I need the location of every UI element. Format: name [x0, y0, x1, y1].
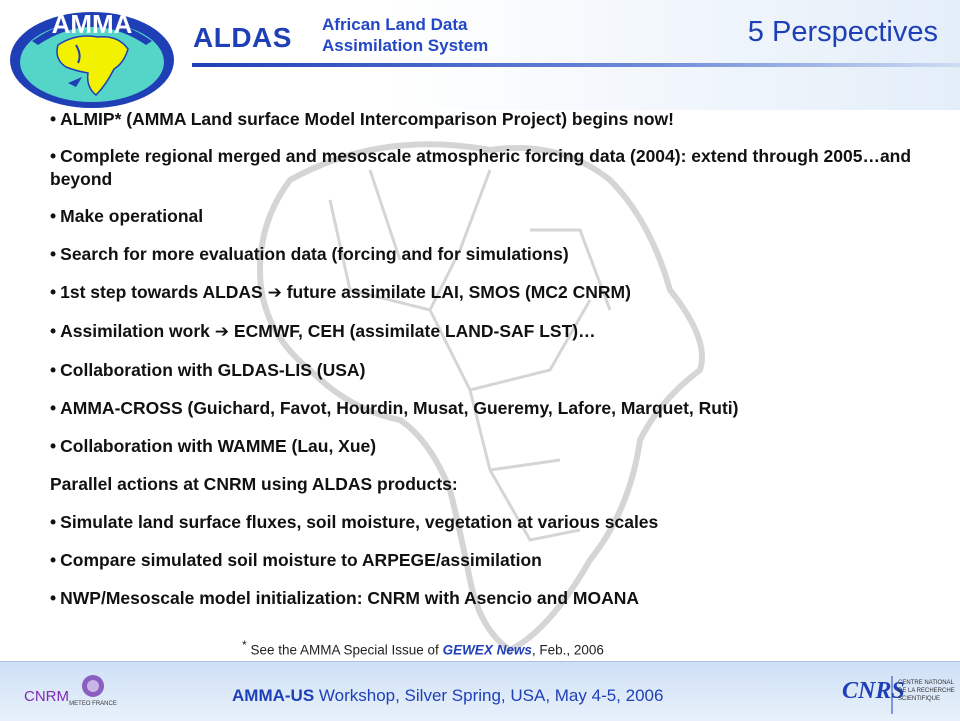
- bullet-marker: •: [50, 109, 57, 129]
- right-arrow-icon: ➔: [267, 283, 282, 303]
- parallel-actions-heading: [50, 473, 930, 496]
- bullet-text: Collaboration with GLDAS-LIS (USA): [60, 360, 366, 380]
- bullet-text: Assimilation work: [60, 321, 210, 341]
- bullet-first-step: [50, 281, 930, 305]
- system-name-line1: African Land Data: [322, 15, 468, 34]
- bullet-text: AMMA-CROSS (Guichard, Favot, Hourdin, Musat, Gueremy, Lafore, Marquet, Ruti): [60, 398, 739, 418]
- bullet-assimilation-work: [50, 320, 930, 344]
- cnrm-label: CNRM: [24, 688, 69, 705]
- bullet-text-continued: ECMWF, CEH (assimilate LAND-SAF LST)…: [233, 321, 596, 341]
- slide-footer: [0, 661, 960, 721]
- bullet-text: 1st step towards ALDAS: [60, 282, 263, 302]
- bullet-text: Compare simulated soil moisture to ARPEGE/assimilation: [60, 550, 542, 570]
- bullet-wamme: [50, 435, 930, 458]
- header-rule: [192, 63, 960, 67]
- footnote-date: , Feb., 2006: [531, 642, 604, 658]
- footnote-text: See the AMMA Special Issue of: [250, 642, 439, 658]
- bullet-marker: •: [50, 512, 57, 532]
- bullet-list: [50, 108, 930, 610]
- bullet-text: Make operational: [60, 206, 204, 226]
- amma-logo-text: AMMA: [51, 9, 133, 39]
- workshop-info: [232, 686, 663, 706]
- meteo-france-logo: [69, 672, 117, 718]
- bullet-marker: •: [50, 146, 57, 166]
- bullet-marker: •: [50, 321, 57, 341]
- bullet-simulate: [50, 511, 930, 534]
- bullet-text: Simulate land surface fluxes, soil moisture, vegetation at various scales: [60, 512, 659, 532]
- aldas-acronym: ALDAS: [193, 22, 292, 53]
- bullet-marker: •: [50, 436, 57, 456]
- bullet-marker: •: [50, 588, 57, 608]
- bullet-amma-cross: [50, 397, 930, 420]
- bullet-marker: •: [50, 206, 57, 226]
- bullet-marker: •: [50, 282, 57, 302]
- system-name-line2: Assimilation System: [322, 36, 489, 55]
- slide-title: 5 Perspectives: [747, 16, 938, 48]
- gewex-news-title: GEWEX News: [442, 642, 532, 658]
- footnote-mark: *: [242, 638, 247, 652]
- bullet-text: Search for more evaluation data (forcing and for simulations): [60, 244, 569, 264]
- meteo-france-text: METEO FRANCE: [69, 701, 117, 707]
- bullet-marker: •: [50, 360, 57, 380]
- bullet-marker: •: [50, 398, 57, 418]
- bullet-text-continued: future assimilate LAI, SMOS (MC2 CNRM): [286, 282, 631, 302]
- cnrs-logo: [842, 668, 955, 718]
- bullet-text: ALMIP* (AMMA Land surface Model Intercomparison Project) begins now!: [60, 109, 674, 129]
- footnote: [242, 638, 604, 658]
- system-name: [322, 14, 488, 56]
- cnrs-name-line3: SCIENTIFIQUE: [898, 696, 941, 702]
- bullet-text: NWP/Mesoscale model initialization: CNRM with Asencio and MOANA: [60, 588, 639, 608]
- amma-logo: [6, 5, 178, 109]
- bullet-gldas: [50, 359, 930, 382]
- bullet-nwp: [50, 587, 930, 610]
- bullet-compare: [50, 549, 930, 572]
- cnrs-logo-text: CNRS: [842, 678, 905, 704]
- cnrs-name-line2: DE LA RECHERCHE: [898, 688, 955, 694]
- bullet-evaluation-data: [50, 243, 930, 266]
- cnrs-name-line1: CENTRE NATIONAL: [898, 680, 954, 686]
- heading-text: Parallel actions at CNRM using ALDAS products:: [50, 474, 458, 494]
- bullet-text: Complete regional merged and mesoscale atmospheric forcing data (2004): extend through 2005…and beyond: [50, 146, 912, 189]
- bullet-marker: •: [50, 244, 57, 264]
- workshop-details: Workshop, Silver Spring, USA, May 4-5, 2006: [318, 686, 664, 705]
- bullet-operational: [50, 205, 930, 228]
- right-arrow-icon: ➔: [214, 322, 230, 342]
- workshop-name: AMMA-US: [232, 686, 315, 705]
- bullet-forcing-data: [50, 145, 930, 191]
- bullet-almip: [50, 108, 930, 131]
- slide-header: [0, 0, 960, 110]
- bullet-marker: •: [50, 550, 57, 570]
- bullet-text: Collaboration with WAMME (Lau, Xue): [60, 436, 377, 456]
